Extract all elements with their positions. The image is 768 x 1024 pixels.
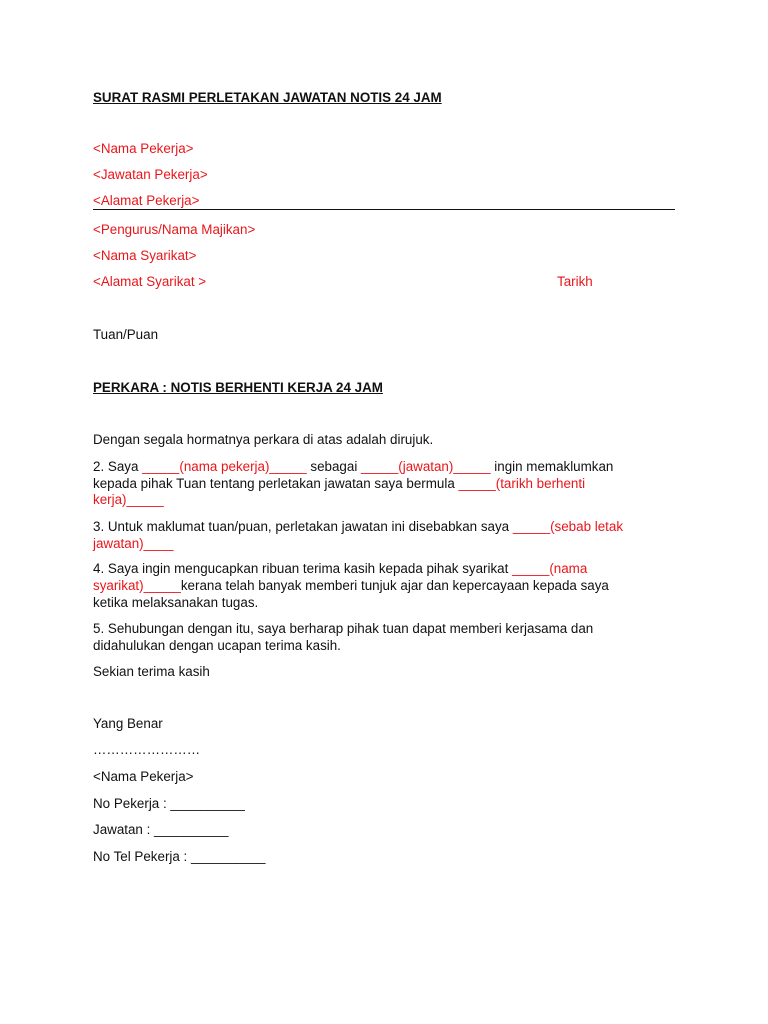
p2-field-date-b: kerja)_____ [93,492,164,507]
p2-field-date-a: _____(tarikh berhenti [458,476,586,491]
signer-name: <Nama Pekerja> [93,769,194,784]
intro-paragraph: Dengan segala hormatnya perkara di atas adalah dirujuk. [93,432,434,447]
job-title: Jawatan : __________ [93,822,229,837]
closing-line: Sekian terima kasih [93,664,210,679]
subject-line: PERKARA : NOTIS BERHENTI KERJA 24 JAM [93,380,383,395]
p4-text-2: kerana telah banyak memberi tunjuk ajar dan kepercayaan kepada saya [180,578,609,593]
signature-dots: …………………… [93,742,201,757]
employee-number: No Pekerja : __________ [93,796,245,811]
sender-address: <Alamat Pekerja> [93,193,200,208]
recipient-manager: <Pengurus/Nama Majikan> [93,222,256,237]
paragraph-5-line-1: 5. Sehubungan dengan itu, saya berharap pihak tuan dapat memberi kerjasama dan [93,621,594,636]
paragraph-5-line-2: didahulukan dengan ucapan terima kasih. [93,638,341,653]
date-label: Tarikh [557,274,593,289]
recipient-address: <Alamat Syarikat > [93,274,207,289]
p4-field-company-a: _____(nama [512,561,588,576]
p3-text-1: 3. Untuk maklumat tuan/puan, perletakan jawatan ini disebabkan saya [93,519,513,534]
sender-name: <Nama Pekerja> [93,141,194,156]
paragraph-4-line-2 [93,577,609,594]
p2-text-3: ingin memaklumkan [490,459,614,474]
salutation: Tuan/Puan [93,327,159,342]
recipient-company: <Nama Syarikat> [93,248,197,263]
p2-text-2: sebagai [306,459,362,474]
sender-position: <Jawatan Pekerja> [93,167,208,182]
p2-field-position: _____(jawatan)_____ [361,459,491,474]
p3-field-reason-b: jawatan)____ [93,536,174,551]
p4-field-company-b: syarikat)_____ [93,578,181,593]
signoff: Yang Benar [93,716,163,731]
p4-text-1: 4. Saya ingin mengucapkan ribuan terima kasih kepada pihak syarikat [93,561,513,576]
paragraph-4-line-3: ketika melaksanakan tugas. [93,595,259,610]
phone-number: No Tel Pekerja : __________ [93,849,266,864]
p2-field-name: _____(nama pekerja)_____ [142,459,307,474]
paragraph-2-line-1 [93,458,613,475]
letter-title: SURAT RASMI PERLETAKAN JAWATAN NOTIS 24 JAM [93,90,442,105]
paragraph-3-line-1 [93,518,623,535]
p2-text-4: kepada pihak Tuan tentang perletakan jawatan saya bermula [93,476,459,491]
header-divider [93,209,675,210]
p2-text-1: 2. Saya [93,459,143,474]
paragraph-4-line-1 [93,560,587,577]
paragraph-2-line-2 [93,475,585,492]
p3-field-reason-a: _____(sebab letak [512,519,624,534]
